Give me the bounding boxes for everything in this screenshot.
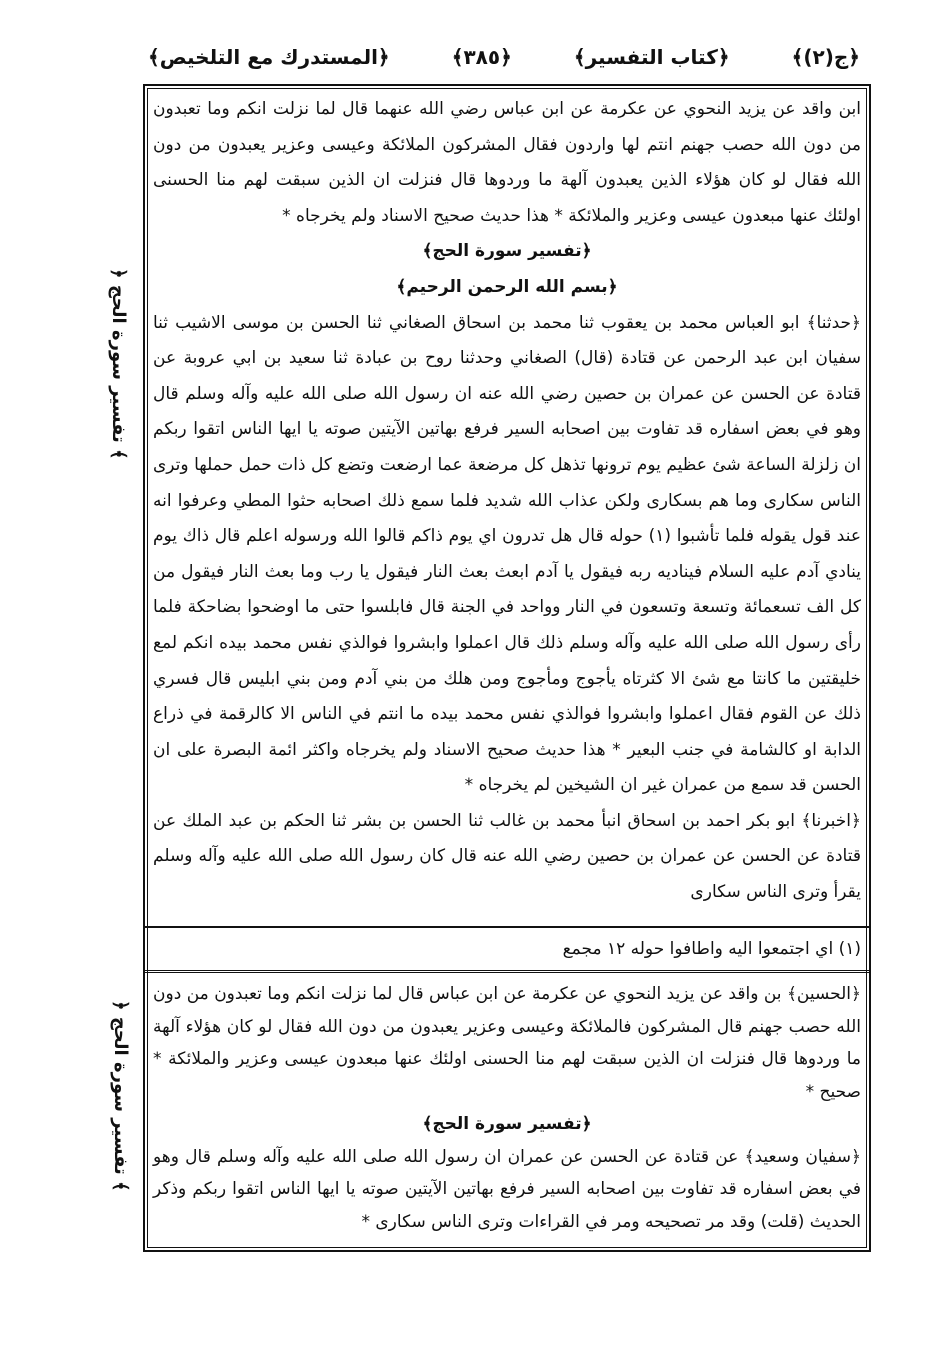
header-section-title: ﴿كتاب التفسير﴾ <box>573 45 730 69</box>
footnote-divider <box>145 926 869 928</box>
summary-paragraph-1: ﴿الحسين﴾ بن واقد عن يزيد النحوي عن عكرمة عن ابن عباس قال لما نزلت انكم وما تعبدون من دون الله حصب جهنم قال المشركون فالملائكة وعيسى وعزير يعبدون من دون الله فقال لو كان هؤلاء آلهة ما وردوها قال فنزلت ان الذين سبقت لهم منا الحسنى اولئك عنها مبعدون عيسى وعزير والملائكة * صحيح * <box>153 984 861 1102</box>
header-volume: ﴿ج(٢)﴾ <box>791 45 860 69</box>
margin-note-top: ﴿ تفسير سورة الحج ﴾ <box>108 268 129 460</box>
header-page-number: ﴿٣٨٥﴾ <box>451 45 512 69</box>
summary-paragraph-2: ﴿سفيان وسعيد﴾ عن قتادة عن الحسن عن عمران ان رسول الله صلى الله عليه وآله وسلم قال وهو في بعض اسفاره قد تفاوت بين اصحابه السير فرفع بهاتين الآيتين صوته يا ايها الناس اتقوا ربكم وذكر الحديث (قلت) وقد مر تصحيحه ومر في القراءات وترى الناس سكارى * <box>153 1146 861 1232</box>
surah-heading: ﴿تفسير سورة الحج﴾ <box>422 241 592 262</box>
page-header <box>148 34 860 80</box>
main-text <box>153 92 861 911</box>
footnote: (١) اي اجتمعوا اليه واطافوا حوله ١٢ مجمع <box>562 939 861 959</box>
summary-divider <box>145 970 869 973</box>
margin-note-bottom: ﴿ تفسير سورة الحج ﴾ <box>110 1000 131 1192</box>
header-book-title: ﴿المستدرك مع التلخيص﴾ <box>148 45 390 69</box>
page-frame <box>143 84 871 1252</box>
basmala: ﴿بسم الله الرحمن الرحيم﴾ <box>396 276 618 297</box>
main-paragraph-1: ابن واقد عن يزيد النحوي عن عكرمة عن ابن عباس رضي الله عنهما قال لما نزلت انكم وما تعبدون من دون الله حصب جهنم انتم لها واردون فقال المشركون الملائكة وعيسى وعزير يعبدون من دون الله فقال لو كان هؤلاء الذين يعبدون آلهة ما وردوها قال فنزلت ان الذين سبقت لهم منا الحسنى اولئك عنها مبعدون عيسى وعزير والملائكة * هذا حديث صحيح الاسناد ولم يخرجاه * <box>153 99 861 226</box>
summary-heading: ﴿تفسير سورة الحج﴾ <box>422 1114 592 1134</box>
main-paragraph-3: ﴿اخبرنا﴾ ابو بكر احمد بن اسحاق انبأ محمد بن غالب ثنا الحسن بن بشر ثنا الحكم بن عبد الملك عن قتادة عن الحسن عن عمران بن حصين رضي الله عنه قال كان رسول الله صلى الله عليه وآله وسلم يقرأ وترى الناس سكارى <box>153 810 861 903</box>
summary-text <box>153 978 861 1238</box>
main-paragraph-2: ﴿حدثنا﴾ ابو العباس محمد بن يعقوب ثنا محمد بن اسحاق الصغاني ثنا الحسن بن موسى الاشيب ثنا سفيان ابن عبد الرحمن عن قتادة (قال) الصغاني وحدثنا روح بن عبادة ثنا سعيد بن ابي عروبة عن قتادة عن الحسن عن عمران بن حصين رضي الله عنه ان رسول الله صلى الله عليه وآله وسلم قال وهو في بعض اسفاره قد تفاوت بين اصحابه السير فرفع بهاتين الآيتين صوته يا ايها الناس اتقوا ربكم ان زلزلة الساعة شئ عظيم يوم ترونها تذهل كل مرضعة عما ارضعت وتضع كل ذات حمل حملها وترى الناس سكارى وما هم بسكارى ولكن عذاب الله شديد فلما سمع ذلك اصحابه حثوا المطي وعرفوا انه عند قول يقوله فلما تأشبوا (١) حوله قال هل تدرون اي يوم ذاكم قالوا الله ورسوله اعلم قال ذاك يوم ينادي آدم عليه السلام فيناديه ربه فيقول يا آدم ابعث بعث النار فيقول يا رب وما بعث النار فيقول من كل الف تسعمائة وتسعة وتسعون في النار وواحد في الجنة قال فابلسوا حتى ما اوضحوا بضاحكة فلما رأى رسول الله صلى الله عليه وآله وسلم ذلك قال اعملوا وابشروا فوالذي نفس محمد بيده انكم لمع خليقتين ما كانتا مع شئ الا كثرتاه يأجوج ومأجوج ومن هلك من بني آدم ومن بني ابليس قال فسري ذلك عن القوم فقال اعملوا وابشروا فوالذي نفس محمد بيده ما انتم في الناس الا كالرقمة في ذراع الدابة او كالشامة في جنب البعير * هذا حديث صحيح الاسناد ولم يخرجاه واكثر ائمة البصرة على ان الحسن قد سمع من عمران غير ان الشيخين لم يخرجاه * <box>153 312 861 796</box>
